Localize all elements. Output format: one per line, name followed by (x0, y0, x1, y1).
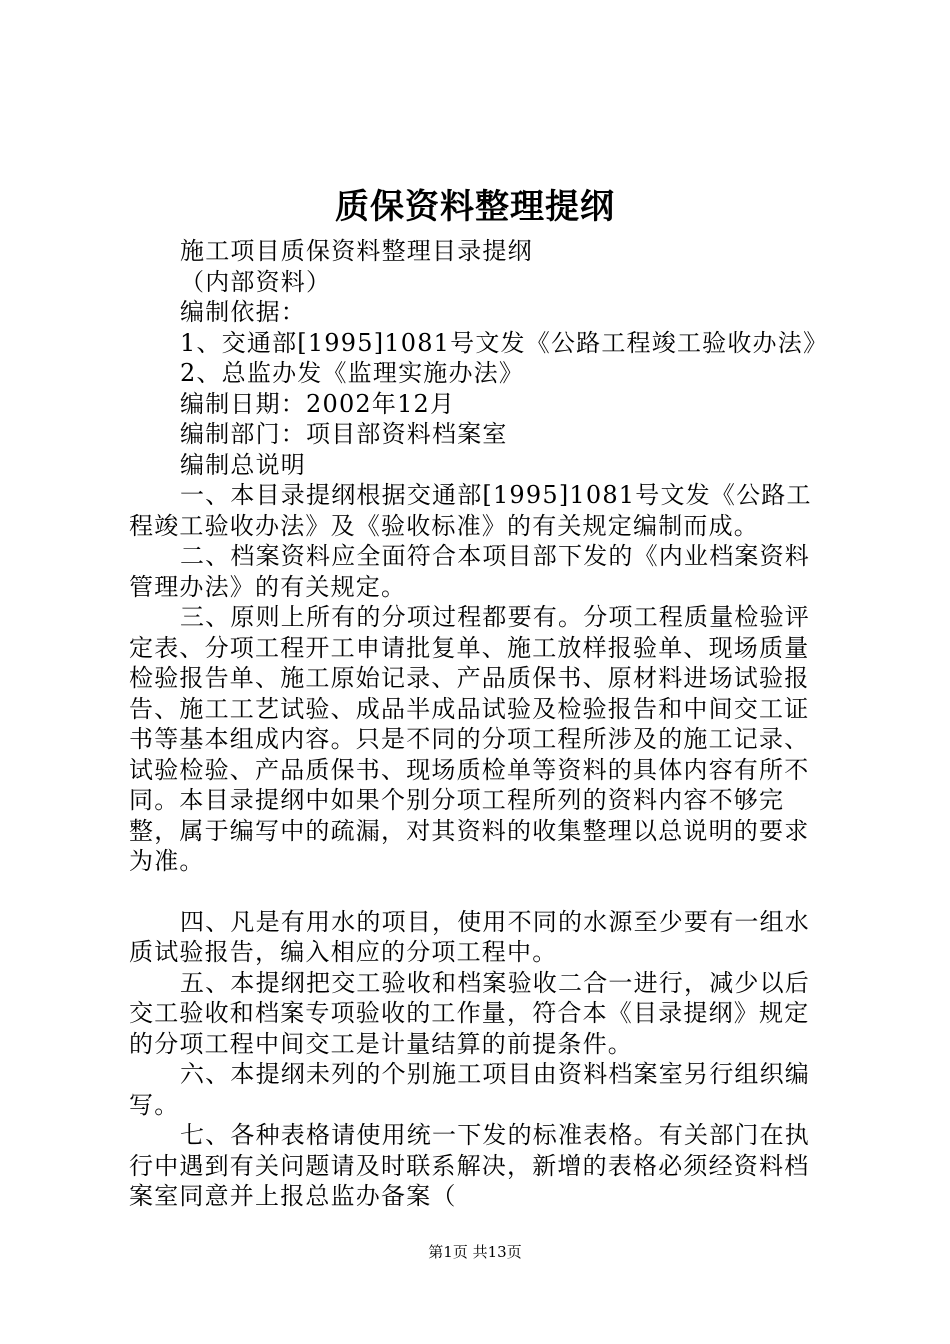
paragraph-6: 六、本提纲未列的个别施工项目由资料档案室另行组织编写。 (129, 1060, 810, 1119)
basis-heading: 编制依据： (180, 298, 306, 326)
paragraph-2: 二、档案资料应全面符合本项目部下发的《内业档案资料管理办法》的有关规定。 (129, 542, 810, 601)
paragraph-1: 一、本目录提纲根据交通部[1995]1081号文发《公路工程竣工验收办法》及《验收标准》的有关规定编制而成。 (129, 481, 812, 540)
subtitle-line: 施工项目质保资料整理目录提纲 (180, 237, 533, 265)
document-title: 质保资料整理提纲 (335, 187, 615, 227)
page-footer: 第1页 共13页 (428, 1243, 522, 1261)
basis-item-1: 1、交通部[1995]1081号文发《公路工程竣工验收办法》 (180, 328, 829, 357)
general-notes-heading: 编制总说明 (180, 450, 306, 479)
compile-dept-line: 编制部门：项目部资料档案室 (180, 420, 508, 448)
paragraph-spacer (129, 877, 831, 907)
compile-date-line: 编制日期：2002年12月 (180, 389, 456, 418)
document-body (129, 236, 831, 1212)
paragraph-5: 五、本提纲把交工验收和档案验收二合一进行，减少以后交工验收和档案专项验收的工作量，符合本《目录提纲》规定的分项工程中间交工是计量结算的前提条件。 (129, 968, 810, 1058)
basis-item-2: 2、总监办发《监理实施办法》 (180, 359, 525, 387)
paragraph-7: 七、各种表格请使用统一下发的标准表格。有关部门在执行中遇到有关问题请及时联系解决，新增的表格必须经资料档案室同意并上报总监办备案（ (129, 1121, 810, 1210)
internal-note-line: （内部资料） (180, 267, 332, 296)
paragraph-4: 四、凡是有用水的项目，使用不同的水源至少要有一组水质试验报告，编入相应的分项工程中。 (129, 907, 810, 966)
paragraph-3: 三、原则上所有的分项过程都要有。分项工程质量检验评定表、分项工程开工申请批复单、施工放样报验单、现场质量检验报告单、施工原始记录、产品质保书、原材料进场试验报告、施工工艺试验、成品半成品试验及检验报告和中间交工证书等基本组成内容。只是不同的分项工程所涉及的施工记录、试验检验、产品质保书、现场质检单等资料的具体内容有所不同。本目录提纲中如果个别分项工程所列的资料内容不够完整，属于编写中的疏漏，对其资料的收集整理以总说明的要求为准。 (129, 603, 810, 875)
